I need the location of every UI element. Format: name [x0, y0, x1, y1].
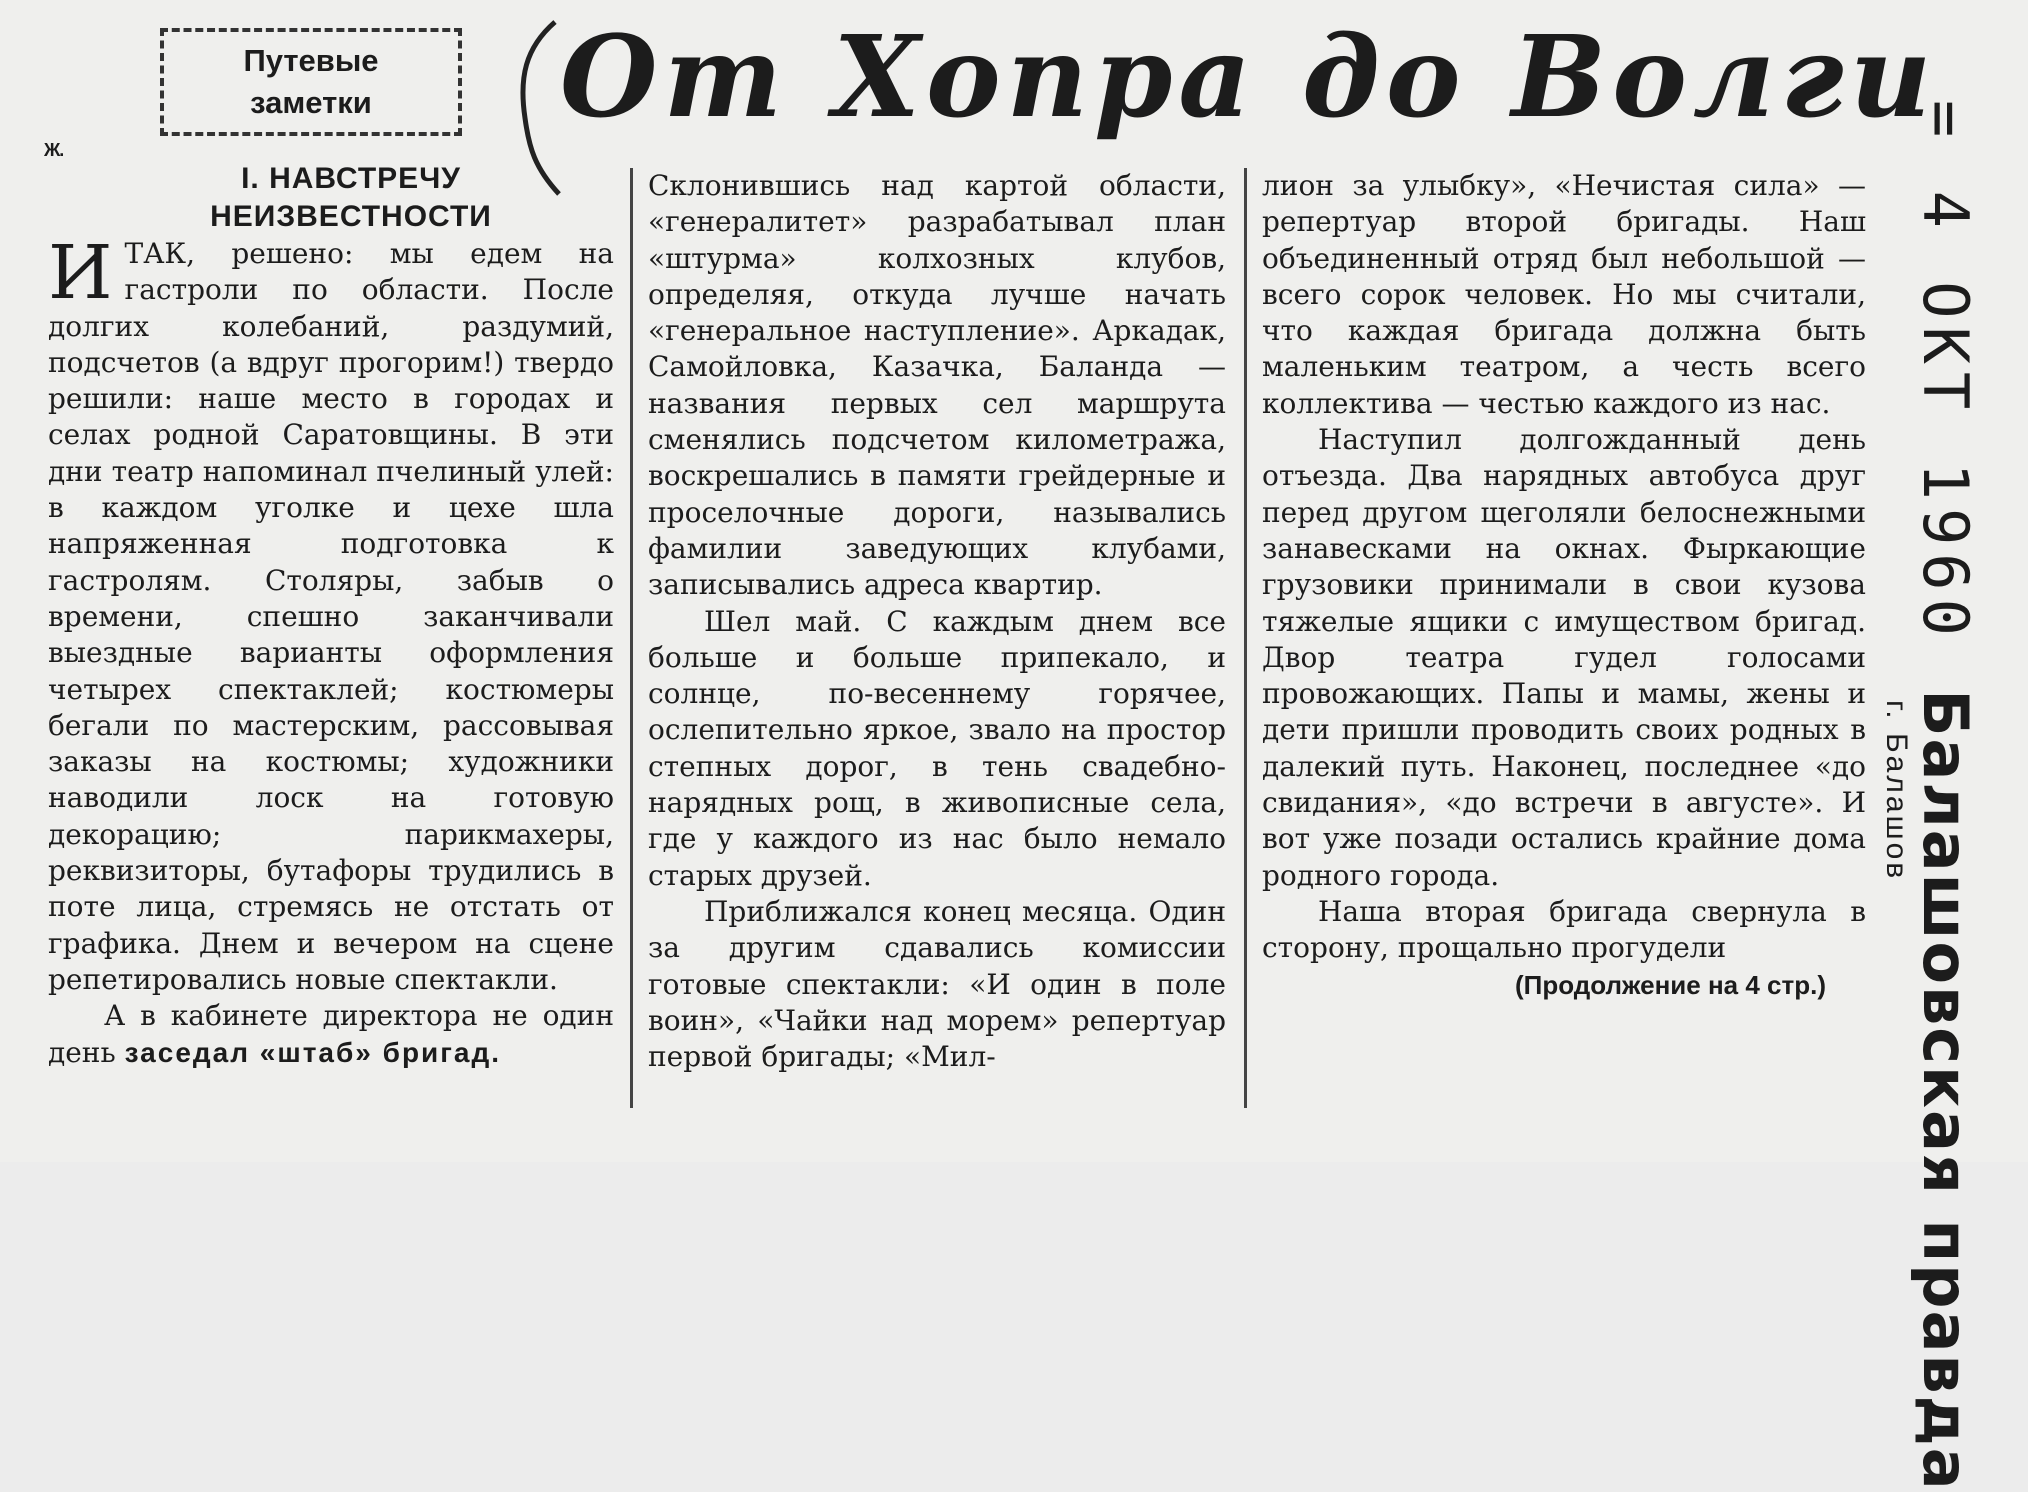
- column-divider: [630, 168, 633, 1108]
- headline: От Хопра до Волги: [560, 12, 1938, 143]
- paragraph-6: лион за улыбку», «Нечистая сила» — репертуар второй бригады. Наш объединенный отряд был небольшой — всего сорок человек. Но мы считали, что каждая бригада должна быть маленьким театром, а честь всего коллектива — честью каждого из нас.: [1262, 169, 1866, 420]
- section-heading: [48, 160, 614, 236]
- paragraph-1-text: ТАК, решено: мы едем на гастроли по области. После долгих колебаний, раздумий, подсчетов (а вдруг прогорим!) твердо решили: наше место в городах и селах родной Саратовщины. В эти дни театр напоминал пчелиный улей: в каждом уголке и цехе шла напряженная подготовка к гастролям. Столяры, забыв о времени, спешно заканчивали выездные варианты оформления четырех спектаклей; костюмеры бегали по мастерским, рассовывая заказы на костюмы; художники наводили лоск на готовую декорацию; парикмахеры, реквизиторы, бутафоры трудились в поте лица, стремясь не отстать от графика. Днем и вечером на сцене репетировались новые спектакли.: [48, 237, 614, 996]
- paragraph-3: Склонившись над картой области, «генералитет» разрабатывал план «штурма» колхозных клубов, определяя, откуда лучше начать «генеральное наступление». Аркадак, Самойловка, Казачка, Баланда — названия первых сел маршрута сменялись подсчетом километража, воскрешались в памяти грейдерные и проселочные дороги, назывались фамилии заведующих клубами, записывались адреса квартир.: [648, 169, 1226, 602]
- stamp-date: = 4 ОКТ 1960: [1909, 100, 1982, 644]
- rubric-line-2: заметки: [250, 85, 372, 120]
- page-marker: Ж.: [44, 140, 64, 160]
- date-stamp: [1905, 100, 1985, 1492]
- article-column-3: [1262, 168, 1866, 1003]
- drop-cap: И: [48, 230, 113, 316]
- paragraph-8: Наша вторая бригада свернула в сторону, прощально прогудели: [1262, 894, 1866, 965]
- stamp-newspaper: Балашовская правда: [1909, 689, 1982, 1492]
- article-column-1: [48, 160, 614, 1071]
- column-divider: [1244, 168, 1247, 1108]
- rubric-line-1: Путевые: [243, 43, 379, 78]
- paragraph-4: Шел май. С каждым днем все больше и больше припекало, и солнце, по-весеннему горячее, ослепительно яркое, звало на простор степных дорог, в тень свадебно-нарядных рощ, в живописные села, где у каждого из нас было немало старых друзей.: [648, 604, 1226, 892]
- section-title-line-2: НЕИЗВЕСТНОСТИ: [210, 200, 492, 233]
- section-title-line-1: НАВСТРЕЧУ: [269, 162, 461, 195]
- paragraph-1: [48, 230, 614, 998]
- paragraph-5: Приближался конец месяца. Один за другим сдавались комиссии готовые спектакли: «И один в поле воин», «Чайки над морем» репертуар первой бригады; «Мил-: [648, 894, 1226, 1074]
- paragraph-2: [48, 998, 614, 1071]
- stamp-place: [1876, 700, 1916, 1000]
- rubric-box: [160, 28, 462, 136]
- continued-note: (Продолжение на 4 стр.): [1515, 969, 1826, 1000]
- paragraph-2-text-b: заседал «штаб» бригад.: [124, 1036, 502, 1068]
- stamp-place-text: г. Балашов: [1880, 700, 1913, 882]
- article-column-2: [648, 168, 1226, 1075]
- section-number: I.: [241, 162, 260, 195]
- paragraph-2-text-a: А в кабинете директора не один день: [48, 999, 614, 1069]
- paragraph-7: Наступил долгожданный день отъезда. Два нарядных автобуса друг перед другом щеголяли белоснежными занавесками на окнах. Фыркающие грузовики принимали в свои кузова тяжелые ящики с имуществом бригад. Двор театра гудел голосами провожающих. Папы и мамы, жены и дети пришли проводить своих родных в далекий путь. Наконец, последнее «до свидания», «до встречи в августе». И вот уже позади остались крайние дома родного города.: [1262, 423, 1866, 892]
